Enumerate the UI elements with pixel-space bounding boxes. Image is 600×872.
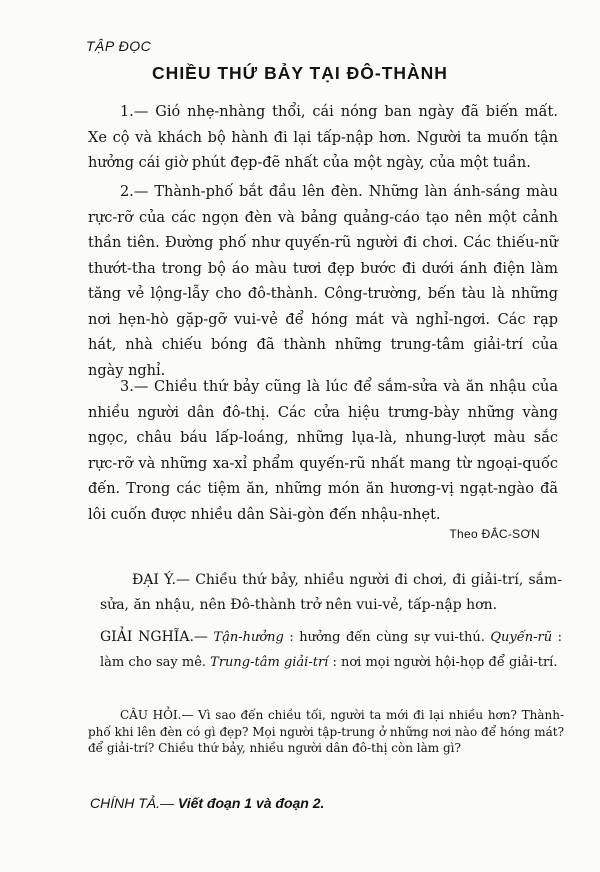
vocab-def-1: : hưởng đến cùng sự vui-thú. <box>283 630 485 645</box>
main-idea <box>100 568 562 618</box>
source-attribution: Theo ĐẮC-SƠN <box>449 527 540 541</box>
dictation <box>90 795 324 811</box>
dictation-text: Viết đoạn 1 và đoạn 2. <box>174 795 325 811</box>
dictation-label: CHÍNH TẢ.— <box>90 795 174 811</box>
vocab-term-3: Trung-tâm giải-trí <box>206 655 329 670</box>
lesson-title: CHIỀU THỨ BẢY TẠI ĐÔ-THÀNH <box>152 63 448 83</box>
vocabulary <box>100 625 562 675</box>
questions <box>88 707 564 757</box>
questions-label: CÂU HỎI.— <box>120 708 194 722</box>
questions-text: Vì sao đến chiều tối, người ta mới đi lại nhiều hơn? Thành-phố khi lên đèn có gì đẹp? Mọi người tập-trung ở những nơi nào để hóng mát? để giải-trí? Chiều thứ bảy, nhiều người dân đô-thị còn làm gì? <box>88 708 564 755</box>
vocab-term-1: Tận-hưởng <box>207 630 284 645</box>
vocabulary-label: GIẢI NGHĨA.— <box>100 629 208 645</box>
paragraph-2: 2.— Thành-phố bắt đầu lên đèn. Những làn ánh-sáng màu rực-rỡ của các ngọn đèn và bảng quảng-cáo tạo nên một cảnh thần tiên. Đường phố như quyến-rũ người đi chơi. Các thiếu-nữ thướt-tha trong bộ áo màu tươi đẹp bước đi dưới ánh điện làm tăng vẻ lộng-lẫy cho đô-thành. Công-trường, bến tàu là những nơi hẹn-hò gặp-gỡ vui-vẻ để hóng mát và nghỉ-ngơi. Các rạp hát, nhà chiếu bóng đã thành những trung-tâm giải-trí của ngày nghỉ. <box>88 184 558 379</box>
paragraph-3: 3.— Chiều thứ bảy cũng là lúc để sắm-sửa và ăn nhậu của nhiều người dân đô-thị. Các cửa hiệu trưng-bày những vàng ngọc, châu báu lấp-loáng, những lụa-là, nhung-lượt màu sắc rực-rỡ và những xa-xỉ phẩm quyến-rũ nhất mang từ ngoại-quốc đến. Trong các tiệm ăn, những món ăn hương-vị ngạt-ngào đã lôi cuốn được nhiều dân Sài-gòn đến nhậu-nhẹt. <box>88 379 558 523</box>
paragraph-1: 1.— Gió nhẹ-nhàng thổi, cái nóng ban ngày đã biến mất. Xe cộ và khách bộ hành đi lại tấp-nập hơn. Người ta muốn tận hưởng cái giờ phút đẹp-đẽ nhất của một ngày, của một tuần. <box>88 104 558 171</box>
main-idea-text: Chiều thứ bảy, nhiều người đi chơi, đi giải-trí, sắm-sửa, ăn nhậu, nên Đô-thành trở nên vui-vẻ, tấp-nập hơn. <box>100 572 563 613</box>
section-header: TẬP ĐỌC <box>86 38 152 54</box>
vocab-def-2: : làm cho say mê. <box>100 630 562 670</box>
vocab-def-3: : nơi mọi người hội-họp để giải-trí. <box>328 655 558 670</box>
vocab-term-2: Quyến-rũ <box>484 630 553 645</box>
main-idea-label: ĐẠI Ý.— <box>132 572 191 588</box>
